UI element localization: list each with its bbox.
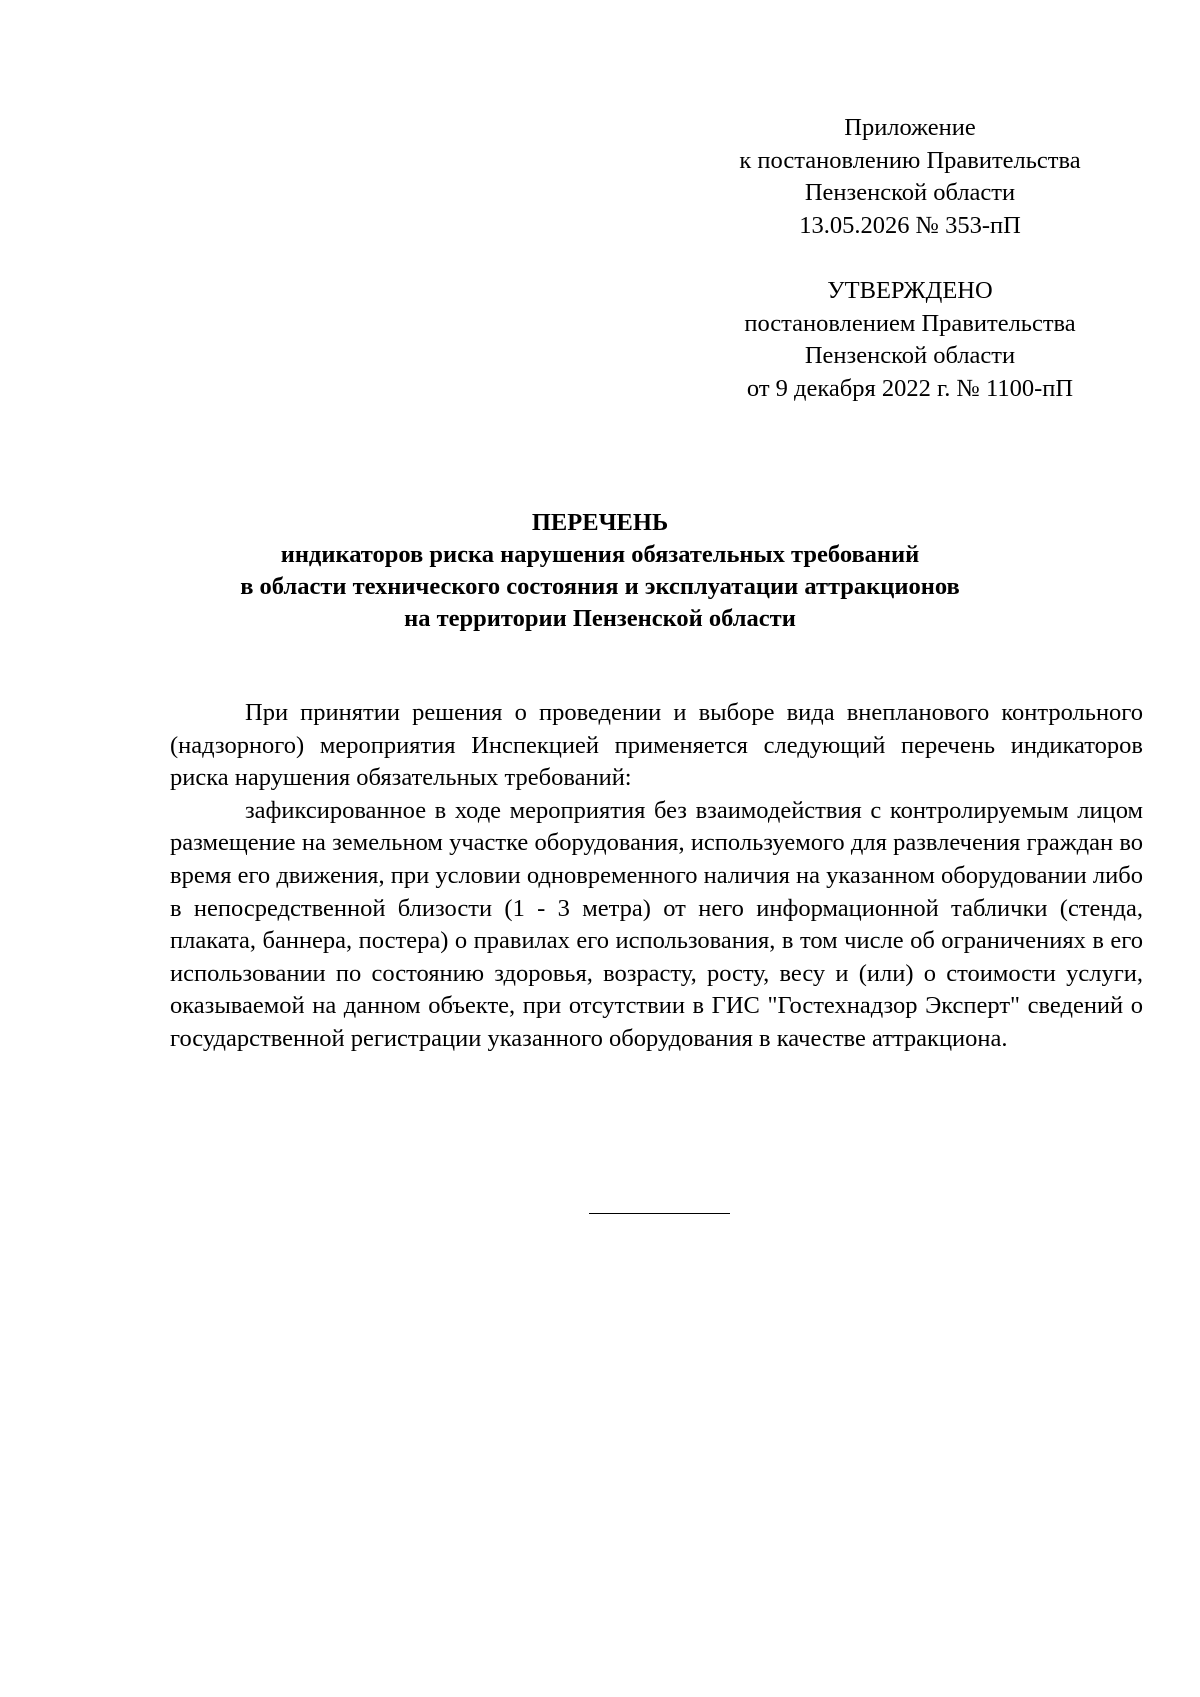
title-line-2: индикаторов риска нарушения обязательных требований	[280, 541, 920, 568]
approved-region: Пензенской области	[804, 342, 1016, 369]
document-body	[170, 697, 1143, 1056]
approved-date-number: от 9 декабря 2022 г. № 1100-пП	[746, 374, 1074, 402]
title-line-4: на территории Пензенской области	[404, 605, 796, 632]
body-paragraph-indicator: зафиксированное в ходе мероприятия без взаимодействия с контролируемым лицом размещение на земельном участке оборудования, используемого для развлечения граждан во время его движения, при условии одновременного наличия на указанном оборудовании либо в непосредственной близости (1 - 3 метра) от него информационной таблички (стенда, плаката, баннера, постера) о правилах его использования, в том числе об ограничениях в его использовании по состоянию здоровья, возрасту, росту, весу и (или) о стоимости услуги, оказываемой на данном объекте, при отсутствии в ГИС "Гостехнадзор Эксперт" сведений о государственной регистрации указанного оборудования в качестве аттракциона.	[170, 796, 1143, 1052]
appendix-region: Пензенской области	[804, 179, 1016, 206]
appendix-label: Приложение	[844, 114, 976, 141]
approved-by-decree: постановлением Правительства	[744, 309, 1076, 337]
title-heading: ПЕРЕЧЕНЬ	[531, 509, 669, 536]
approved-label: УТВЕРЖДЕНО	[827, 277, 993, 304]
end-separator-line	[589, 1213, 730, 1214]
appendix-header	[720, 112, 1100, 242]
body-paragraph-intro: При принятии решения о проведении и выборе вида внепланового контрольного (надзорного) мероприятия Инспекцией применяется следующий перечень индикаторов риска нарушения обязательных требований:	[170, 699, 1143, 792]
document-title	[160, 507, 1040, 635]
appendix-decree-reference: к постановлению Правительства	[739, 146, 1081, 174]
approval-stamp-block	[720, 275, 1100, 405]
title-line-3: в области технического состояния и эксплуатации аттракционов	[240, 573, 960, 600]
appendix-date-number: 13.05.2026 № 353-пП	[799, 211, 1021, 239]
